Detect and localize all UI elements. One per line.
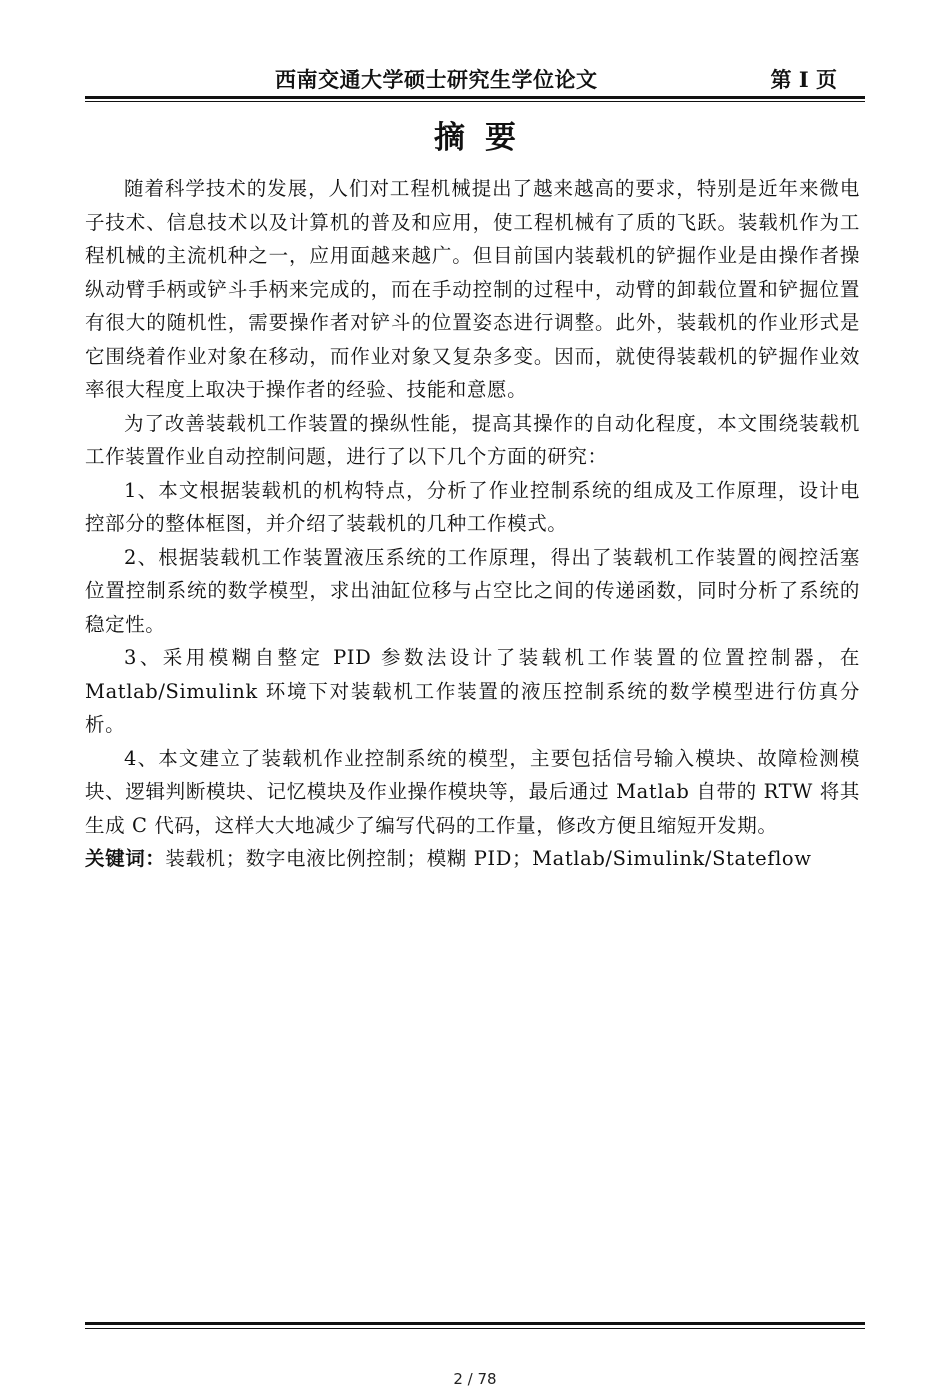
footer-rule-thick	[85, 1322, 865, 1325]
keywords-line	[85, 842, 860, 876]
page-title: 摘要	[434, 120, 536, 156]
abstract-paragraph-3: 1、本文根据装载机的机构特点，分析了作业控制系统的组成及工作原理，设计电控部分的整体框图，并介绍了装载机的几种工作模式。	[85, 478, 860, 535]
running-header	[85, 62, 865, 92]
header-rule-thick	[85, 96, 865, 99]
keywords-label: 关键词：	[85, 847, 166, 870]
page-indicator: 2 / 78	[453, 1370, 497, 1388]
keywords-text: 装载机；数字电液比例控制；模糊 PID；Matlab/Simulink/Stateflow	[165, 847, 812, 870]
abstract-paragraph-6: 4、本文建立了装载机作业控制系统的模型，主要包括信号输入模块、故障检测模块、逻辑判断模块、记忆模块及作业操作模块等，最后通过 Matlab 自带的 RTW 将其生成 C 代码，这样大大地减少了编写代码的工作量，修改方便且缩短开发期。	[85, 746, 860, 837]
abstract-paragraph-5: 3、采用模糊自整定 PID 参数法设计了装载机工作装置的位置控制器，在 Matlab/Simulink 环境下对装载机工作装置的液压控制系统的数学模型进行仿真分析。	[85, 646, 860, 736]
abstract-paragraph-2: 为了改善装载机工作装置的操纵性能，提高其操作的自动化程度，本文围绕装载机工作装置作业自动控制问题，进行了以下几个方面的研究：	[85, 411, 860, 468]
header-title: 西南交通大学硕士研究生学位论文	[275, 67, 598, 92]
header-page-number: 第 I 页	[770, 67, 837, 92]
abstract-paragraph-1: 随着科学技术的发展，人们对工程机械提出了越来越高的要求，特别是近年来微电子技术、信息技术以及计算机的普及和应用，使工程机械有了质的飞跃。装载机作为工程机械的主流机种之一，应用面越来越广。但目前国内装载机的铲掘作业是由操作者操纵动臂手柄或铲斗手柄来完成的，而在手动控制的过程中，动臂的卸载位置和铲掘位置有很大的随机性，需要操作者对铲斗的位置姿态进行调整。此外，装载机的作业形式是它围绕着作业对象在移动，而作业对象又复杂多变。因而，就使得装载机的铲掘作业效率很大程度上取决于操作者的经验、技能和意愿。	[85, 177, 860, 401]
abstract-paragraph-4: 2、根据装载机工作装置液压系统的工作原理，得出了装载机工作装置的阀控活塞位置控制系统的数学模型，求出油缸位移与占空比之间的传递函数，同时分析了系统的稳定性。	[85, 545, 860, 636]
footer-rule-thin	[85, 1328, 865, 1329]
header-rule-thin	[85, 101, 865, 102]
abstract-body	[85, 172, 860, 876]
